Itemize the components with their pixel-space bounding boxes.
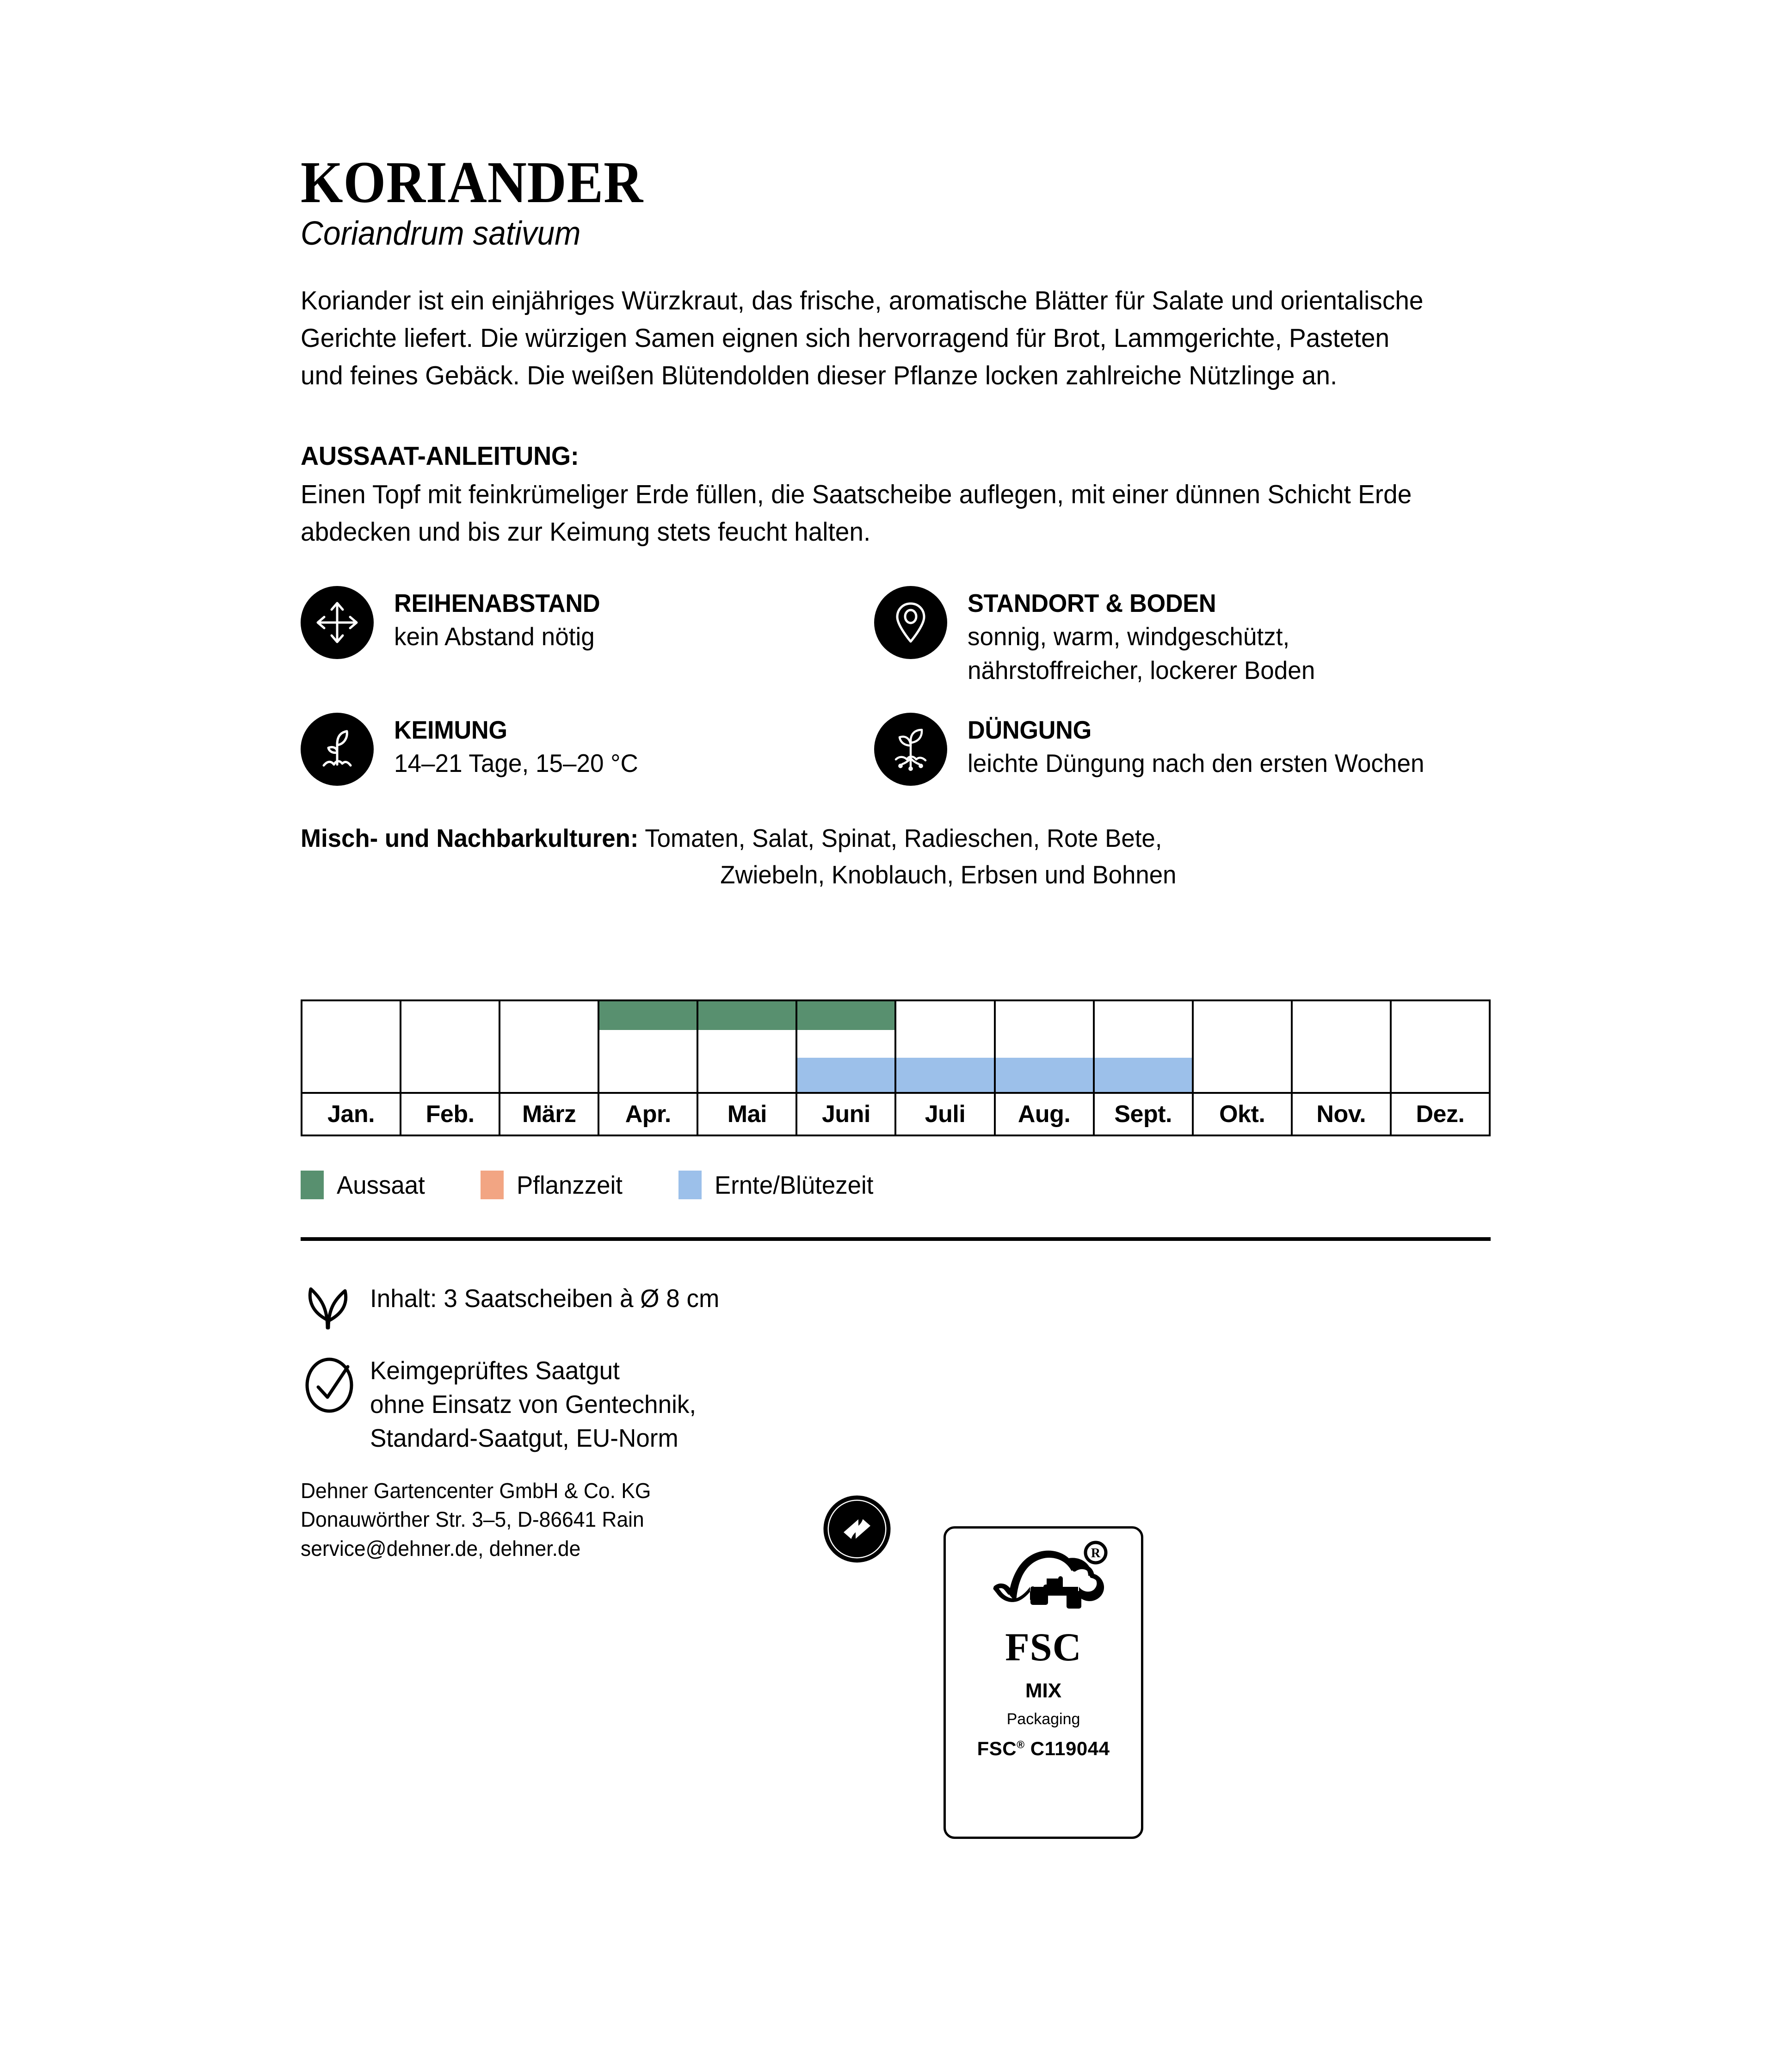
sowing-heading: AUSSAAT-ANLEITUNG: <box>301 441 579 471</box>
green-dot-recycling-icon <box>822 1494 892 1566</box>
legend-label: Pflanzzeit <box>516 1170 623 1199</box>
fsc-code-number: C119044 <box>1024 1738 1110 1759</box>
calendar-bars-row <box>302 1000 1490 1093</box>
company-contact: service@dehner.de, dehner.de <box>301 1536 581 1560</box>
companion-line2: Zwiebeln, Knoblauch, Erbsen und Bohnen <box>720 860 1177 889</box>
label-content <box>301 149 1489 1601</box>
month-label: Dez. <box>1391 1093 1490 1135</box>
info-title: REIHENABSTAND <box>394 589 600 618</box>
month-label: Apr. <box>598 1093 697 1135</box>
calendar-cell <box>1094 1000 1193 1093</box>
info-item-reihenabstand <box>301 584 874 687</box>
location-pin-icon <box>874 586 947 659</box>
certification-line-2: ohne Einsatz von Gentechnik, <box>370 1390 697 1419</box>
calendar-cell <box>895 1000 994 1093</box>
calendar-table <box>301 999 1491 1136</box>
legend-swatch-green <box>301 1171 324 1199</box>
info-item-keimung <box>301 711 874 786</box>
legend-label: Aussaat <box>337 1170 425 1199</box>
check-circle-icon <box>301 1354 370 1417</box>
calendar-month-row <box>302 1093 1490 1135</box>
info-text-block <box>968 711 1441 780</box>
sowing-bar <box>599 1001 697 1030</box>
info-text-block <box>968 584 1485 687</box>
calendar-cell <box>598 1000 697 1093</box>
calendar-cell <box>697 1000 796 1093</box>
fsc-mix-label: MIX <box>1025 1679 1062 1702</box>
footer-divider <box>301 1237 1491 1241</box>
registered-mark <box>1085 1542 1106 1563</box>
calendar-cell <box>500 1000 598 1093</box>
calendar-cell <box>1391 1000 1490 1093</box>
fsc-license-code <box>977 1739 1110 1758</box>
calendar-cell <box>1292 1000 1391 1093</box>
harvest-bar <box>996 1058 1093 1092</box>
legend-item-ernte <box>678 1171 880 1199</box>
month-label: Sept. <box>1094 1093 1193 1135</box>
calendar-cell <box>1193 1000 1292 1093</box>
harvest-bar <box>1095 1058 1192 1092</box>
svg-text:R: R <box>1091 1546 1101 1560</box>
info-item-duengung <box>874 711 1485 786</box>
info-text-block <box>394 711 647 780</box>
fsc-wordmark: FSC <box>1005 1625 1082 1669</box>
month-label: Feb. <box>401 1093 500 1135</box>
harvest-bar <box>797 1058 894 1092</box>
sowing-bar <box>698 1001 796 1030</box>
fsc-certification-box <box>944 1526 1143 1839</box>
harvest-bar <box>896 1058 993 1092</box>
certification-text <box>370 1354 696 1455</box>
certification-line-3: Standard-Saatgut, EU-Norm <box>370 1424 678 1453</box>
growing-info-grid <box>301 584 1489 785</box>
month-label: Juni <box>796 1093 895 1135</box>
calendar-cell <box>995 1000 1094 1093</box>
company-name: Dehner Gartencenter GmbH & Co. KG <box>301 1479 651 1503</box>
sowing-bar <box>797 1001 894 1030</box>
fsc-code-registered: ® <box>1017 1739 1025 1751</box>
info-title: DÜNGUNG <box>968 715 1092 744</box>
footer-block <box>301 1277 1489 1601</box>
sowing-calendar <box>301 999 1489 1199</box>
plant-roots-icon <box>874 713 947 786</box>
month-label: Okt. <box>1193 1093 1292 1135</box>
info-text-block <box>394 584 611 654</box>
info-title: KEIMUNG <box>394 715 507 744</box>
botanical-name: Coriandrum sativum <box>301 215 581 252</box>
month-label: Nov. <box>1292 1093 1391 1135</box>
info-body: kein Abstand nötig <box>394 622 595 651</box>
contents-text: Inhalt: 3 Saatscheiben à Ø 8 cm <box>370 1283 720 1313</box>
calendar-cell <box>302 1000 401 1093</box>
month-label: Aug. <box>995 1093 1094 1135</box>
legend-item-pflanzzeit <box>481 1171 627 1199</box>
calendar-cell <box>401 1000 500 1093</box>
month-label: März <box>500 1093 598 1135</box>
companion-cultures <box>301 820 1437 893</box>
calendar-legend <box>301 1171 1489 1199</box>
legend-label: Ernte/Blütezeit <box>715 1170 874 1199</box>
legend-swatch-blue <box>678 1171 702 1199</box>
info-item-standort-boden <box>874 584 1485 687</box>
legend-item-aussaat <box>301 1171 429 1199</box>
page-title: KORIANDER <box>301 149 644 215</box>
two-leaves-icon <box>301 1277 370 1335</box>
fsc-packaging-label: Packaging <box>1006 1710 1080 1728</box>
legend-swatch-salmon <box>481 1171 504 1199</box>
info-title: STANDORT & BODEN <box>968 589 1216 618</box>
info-body: leichte Düngung nach den ersten Wochen <box>968 748 1424 777</box>
info-body: 14–21 Tage, 15–20 °C <box>394 748 638 777</box>
footer-contents-row <box>301 1277 1489 1335</box>
sowing-instructions: Einen Topf mit feinkrümeliger Erde füllen, die Saatscheibe auflegen, mit einer dünnen Schicht Erde abdecken und bis zur Keimung stets feucht halten. <box>301 480 1412 547</box>
footer-certification-row <box>301 1354 1489 1455</box>
calendar-cell <box>796 1000 895 1093</box>
month-label: Mai <box>697 1093 796 1135</box>
fsc-code-prefix: FSC <box>977 1738 1017 1759</box>
seedling-icon <box>301 713 374 786</box>
companion-label: Misch- und Nachbarkulturen: <box>301 823 639 852</box>
description-text: Koriander ist ein einjähriges Würzkraut, das frische, aromatische Blätter für Salate und orientalische Gerichte liefert. Die würzigen Samen eignen sich hervorragend für Brot, Lammgerichte, Pasteten und feines Gebäck. Die weißen Blütendolden dieser Pflanze locken zahlreiche Nützlinge an. <box>301 286 1424 391</box>
four-way-arrow-icon <box>301 586 374 659</box>
company-street: Donauwörther Str. 3–5, D-86641 Rain <box>301 1507 644 1532</box>
companion-line1: Tomaten, Salat, Spinat, Radieschen, Rote Bete, <box>645 823 1162 852</box>
month-label: Jan. <box>302 1093 401 1135</box>
certification-line-1: Keimgeprüftes Saatgut <box>370 1356 620 1385</box>
info-body: sonnig, warm, windgeschützt, nährstoffreicher, lockerer Boden <box>968 622 1315 685</box>
month-label: Juli <box>895 1093 994 1135</box>
fsc-tree-checkmark-icon <box>976 1539 1110 1629</box>
